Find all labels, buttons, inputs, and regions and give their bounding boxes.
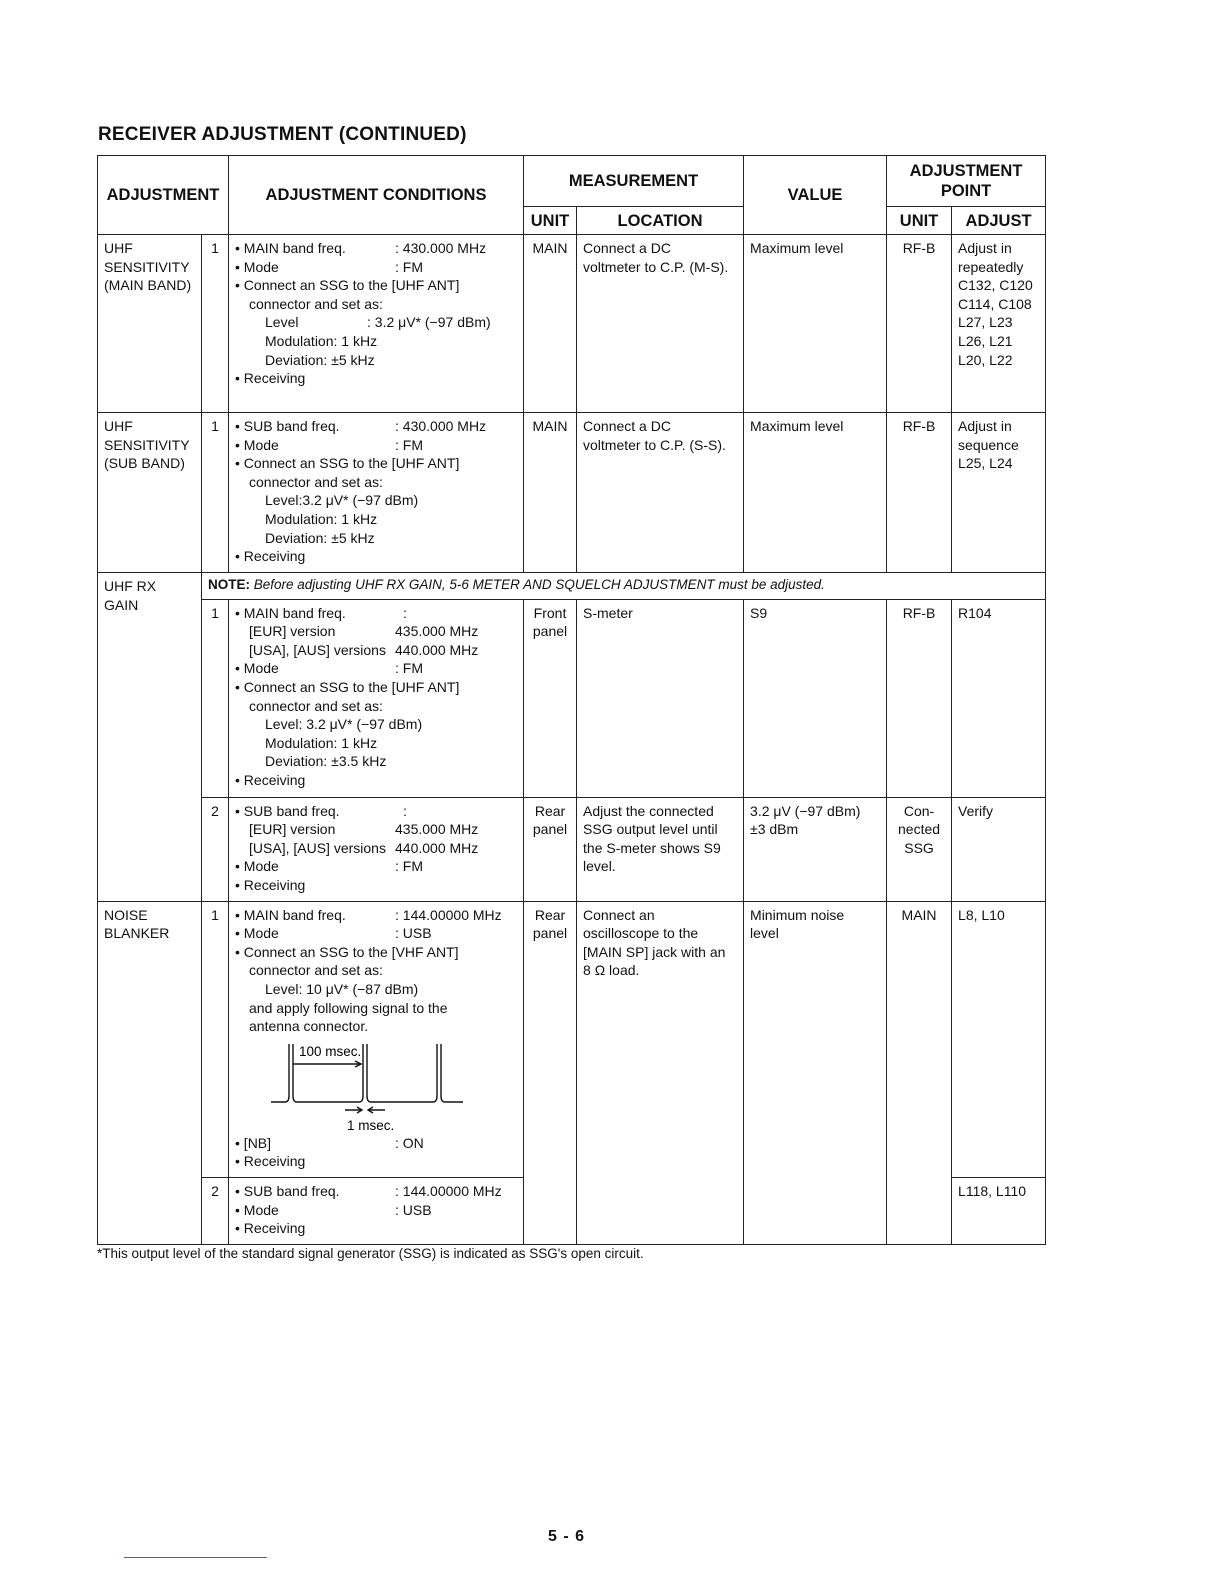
cond-key: Level — [265, 492, 299, 509]
cond-line: connector and set as: — [249, 697, 383, 714]
adjustment-unit: RF-B — [887, 235, 952, 413]
adjustment-name — [98, 573, 202, 902]
cond-line: connector and set as: — [249, 295, 383, 312]
location-line: [MAIN SP] jack with an — [583, 943, 726, 960]
adjustment-name — [98, 235, 202, 413]
note-cell — [202, 573, 1046, 600]
page-number: 5 - 6 — [548, 1528, 586, 1545]
table-row — [98, 901, 1046, 1177]
bottom-rule-divider — [124, 1557, 267, 1558]
cond-line: • Connect an SSG to the [UHF ANT] — [235, 678, 460, 695]
header-unit-2: UNIT — [887, 207, 952, 235]
footnote: *This output level of the standard signal generator (SSG) is indicated as SSG's open circuit. — [97, 1246, 644, 1261]
adjustment-unit: MAIN — [887, 901, 952, 1244]
header-value: VALUE — [744, 156, 887, 235]
cond-key: • MAIN band freq. — [235, 240, 346, 256]
measurement-unit: MAIN — [524, 235, 577, 413]
cond-value: : 3.2 μV* (−97 dBm) — [298, 716, 423, 733]
cond-key: Deviation — [265, 529, 324, 546]
location-line: Connect an — [583, 906, 655, 923]
value-cell: Maximum level — [744, 235, 887, 413]
measurement-location — [577, 797, 744, 901]
step-number: 1 — [202, 599, 229, 797]
name-line: BLANKER — [104, 925, 170, 942]
adjustment-name — [98, 901, 202, 1244]
step-number: 1 — [202, 901, 229, 1177]
adjust-line: Adjust in — [958, 240, 1012, 256]
unit-line: panel — [532, 821, 568, 838]
unit-line: Rear — [534, 906, 566, 923]
cond-key: Level — [265, 980, 299, 997]
cond-key: • Mode — [235, 436, 279, 453]
header-measurement: MEASUREMENT — [524, 156, 744, 207]
location-line: oscilloscope to the — [583, 925, 699, 942]
table-row — [98, 413, 1046, 573]
cond-key: • Mode — [235, 258, 279, 275]
cond-value: : 144.00000 MHz — [395, 1182, 502, 1199]
cond-key: • SUB band freq. — [235, 1182, 340, 1199]
measurement-location: S-meter — [577, 599, 744, 797]
cond-key: Modulation — [265, 332, 334, 349]
measurement-location — [577, 235, 744, 413]
cond-value: : 10 μV* (−87 dBm) — [298, 980, 419, 997]
cond-key: [EUR] version — [249, 623, 336, 640]
adjustment-unit: RF-B — [887, 413, 952, 573]
adjust-line: L26, L21 — [958, 332, 1013, 349]
cond-key: [EUR] version — [249, 821, 336, 838]
cond-key: • Mode — [235, 925, 279, 942]
cond-value: : USB — [395, 925, 432, 942]
cond-key: • SUB band freq. — [235, 802, 340, 819]
cond-key: Deviation — [265, 753, 324, 770]
unit-line: Rear — [534, 802, 566, 819]
name-line: NOISE — [104, 906, 148, 923]
conditions-cell — [229, 1177, 524, 1244]
table-row — [98, 797, 1046, 901]
cond-key: • MAIN band freq. — [235, 604, 346, 621]
adjust-line: L25, L24 — [958, 455, 1013, 472]
location-line: the S-meter shows S9 — [583, 839, 721, 856]
step-number: 2 — [202, 1177, 229, 1244]
adjustment-unit — [887, 797, 952, 901]
cond-key: • Mode — [235, 858, 279, 875]
cond-key: • Mode — [235, 1201, 279, 1218]
cond-line: • Connect an SSG to the [VHF ANT] — [235, 943, 459, 960]
table-row — [98, 573, 1046, 600]
adjust-cell: L118, L110 — [952, 1177, 1046, 1244]
cond-value: : 430.000 MHz — [395, 418, 487, 434]
adjust-cell: Verify — [952, 797, 1046, 901]
cond-line: • Receiving — [235, 1220, 306, 1237]
conditions-cell — [229, 413, 524, 573]
pulse-width-label: 1 msec. — [347, 1117, 395, 1133]
location-line: Adjust the connected — [583, 802, 714, 819]
cond-key: • SUB band freq. — [235, 418, 340, 434]
unit-line: SSG — [904, 839, 934, 856]
adjust-cell: R104 — [952, 599, 1046, 797]
table-row — [98, 599, 1046, 797]
cond-key: • Mode — [235, 660, 279, 677]
location-line: level. — [583, 858, 616, 875]
cond-line: antenna connector. — [249, 1018, 369, 1035]
adjust-cell — [952, 413, 1046, 573]
adjustment-name — [98, 413, 202, 573]
measurement-unit — [524, 797, 577, 901]
name-line: (MAIN BAND) — [104, 277, 192, 294]
location-line: SSG output level until — [583, 821, 718, 838]
cond-value: : 144.00000 MHz — [395, 906, 502, 923]
cond-value: : — [403, 604, 407, 621]
cond-value: 435.000 MHz — [395, 623, 479, 640]
cond-line: • Receiving — [235, 370, 306, 387]
header-adjustment-point-line2: POINT — [940, 182, 992, 200]
adjust-line: repeatedly — [958, 258, 1024, 275]
header-unit: UNIT — [524, 207, 577, 235]
measurement-unit: MAIN — [524, 413, 577, 573]
location-line: 8 Ω load. — [583, 962, 640, 979]
cond-value: 440.000 MHz — [395, 839, 479, 856]
unit-line: panel — [532, 925, 568, 942]
value-line: ±3 dBm — [750, 821, 799, 838]
location-line: Connect a DC — [583, 418, 671, 434]
unit-line: Con- — [903, 802, 935, 819]
location-line: voltmeter to C.P. (M-S). — [583, 258, 729, 275]
cond-key: [USA], [AUS] versions — [249, 641, 386, 658]
note-text: Before adjusting UHF RX GAIN, 5-6 METER AND SQUELCH ADJUSTMENT must be adjusted. — [250, 577, 825, 592]
cond-value: : USB — [395, 1201, 432, 1218]
cond-value: : ±5 kHz — [323, 351, 375, 368]
cond-value: : FM — [395, 858, 424, 875]
adjust-line: sequence — [958, 436, 1019, 453]
adjustment-unit: RF-B — [887, 599, 952, 797]
name-line: UHF — [104, 418, 133, 434]
value-line: level — [750, 925, 779, 942]
cond-value: : 3.2 μV* (−97 dBm) — [367, 314, 491, 331]
table-row — [98, 235, 1046, 413]
measurement-unit — [524, 901, 577, 1244]
cond-value: : 430.000 MHz — [395, 240, 487, 256]
cond-line: • Receiving — [235, 876, 306, 893]
header-adjust: ADJUST — [952, 207, 1046, 235]
measurement-unit — [524, 599, 577, 797]
cond-line: connector and set as: — [249, 962, 383, 979]
value-line: Minimum noise — [750, 906, 845, 923]
cond-key: Deviation — [265, 351, 324, 368]
header-row-1 — [98, 156, 1046, 207]
adjustment-table — [97, 155, 1046, 1245]
unit-line: nected — [898, 821, 941, 838]
conditions-cell — [229, 599, 524, 797]
pulse-period-label: 100 msec. — [299, 1043, 362, 1059]
location-line: Connect a DC — [583, 240, 671, 256]
cond-value: : ON — [395, 1134, 424, 1151]
step-number: 1 — [202, 235, 229, 413]
cond-line: connector and set as: — [249, 473, 383, 490]
adjust-line: L20, L22 — [958, 351, 1013, 368]
conditions-cell — [229, 235, 524, 413]
cond-value: 440.000 MHz — [395, 641, 479, 658]
name-line: SENSITIVITY — [104, 436, 190, 453]
conditions-cell — [229, 901, 524, 1177]
value-cell — [744, 901, 887, 1244]
location-line: voltmeter to C.P. (S-S). — [583, 436, 726, 453]
measurement-location — [577, 901, 744, 1244]
unit-line: panel — [532, 623, 568, 640]
step-number: 1 — [202, 413, 229, 573]
cond-line: and apply following signal to the — [249, 999, 448, 1016]
cond-value: : — [403, 802, 407, 819]
adjust-line: Adjust in — [958, 418, 1012, 434]
cond-line: • Connect an SSG to the [UHF ANT] — [235, 455, 460, 472]
cond-value: : FM — [395, 436, 424, 453]
cond-value: : FM — [395, 258, 424, 275]
cond-key: [USA], [AUS] versions — [249, 839, 386, 856]
note-label: NOTE: — [208, 577, 250, 592]
header-location: LOCATION — [577, 207, 744, 235]
value-cell: S9 — [744, 599, 887, 797]
cond-value: : 1 kHz — [333, 510, 378, 527]
adjust-cell — [952, 235, 1046, 413]
pulse-waveform-diagram — [265, 1040, 505, 1134]
value-cell: Maximum level — [744, 413, 887, 573]
cond-value: : 1 kHz — [333, 332, 378, 349]
step-number: 2 — [202, 797, 229, 901]
value-cell — [744, 797, 887, 901]
conditions-cell — [229, 797, 524, 901]
cond-line: • Receiving — [235, 548, 306, 565]
cond-value: : 1 kHz — [333, 734, 378, 751]
header-adjustment-point-line1: ADJUSTMENT — [909, 162, 1023, 180]
cond-key: Modulation — [265, 734, 334, 751]
value-line: 3.2 μV (−97 dBm) — [750, 802, 861, 819]
measurement-location — [577, 413, 744, 573]
cond-line: • Connect an SSG to the [UHF ANT] — [235, 277, 460, 294]
unit-line: Front — [533, 604, 567, 621]
name-line: UHF — [104, 240, 133, 256]
cond-value: : FM — [395, 660, 424, 677]
cond-key: Level — [265, 314, 299, 331]
cond-line: • Receiving — [235, 771, 306, 788]
name-line: UHF RX — [104, 578, 157, 594]
adjust-line: C114, C108 — [958, 295, 1032, 312]
cond-value: : ±5 kHz — [323, 529, 375, 546]
header-adjustment-point — [887, 156, 1046, 207]
cond-key: • MAIN band freq. — [235, 906, 346, 923]
cond-value: : ±3.5 kHz — [323, 753, 387, 770]
name-line: (SUB BAND) — [104, 455, 185, 472]
name-line: GAIN — [104, 596, 139, 613]
cond-key: Level — [265, 716, 299, 733]
adjust-line: L27, L23 — [958, 314, 1013, 331]
cond-value: 435.000 MHz — [395, 821, 479, 838]
cond-line: • Receiving — [235, 1153, 306, 1170]
cond-key: Modulation — [265, 510, 334, 527]
name-line: SENSITIVITY — [104, 258, 190, 275]
header-conditions: ADJUSTMENT CONDITIONS — [229, 156, 524, 235]
cond-value: :3.2 μV* (−97 dBm) — [298, 492, 419, 509]
page-title: RECEIVER ADJUSTMENT (CONTINUED) — [98, 124, 467, 145]
adjust-cell: L8, L10 — [952, 901, 1046, 1177]
cond-key: • [NB] — [235, 1134, 272, 1151]
adjust-line: C132, C120 — [958, 277, 1033, 294]
header-adjustment: ADJUSTMENT — [98, 156, 229, 235]
